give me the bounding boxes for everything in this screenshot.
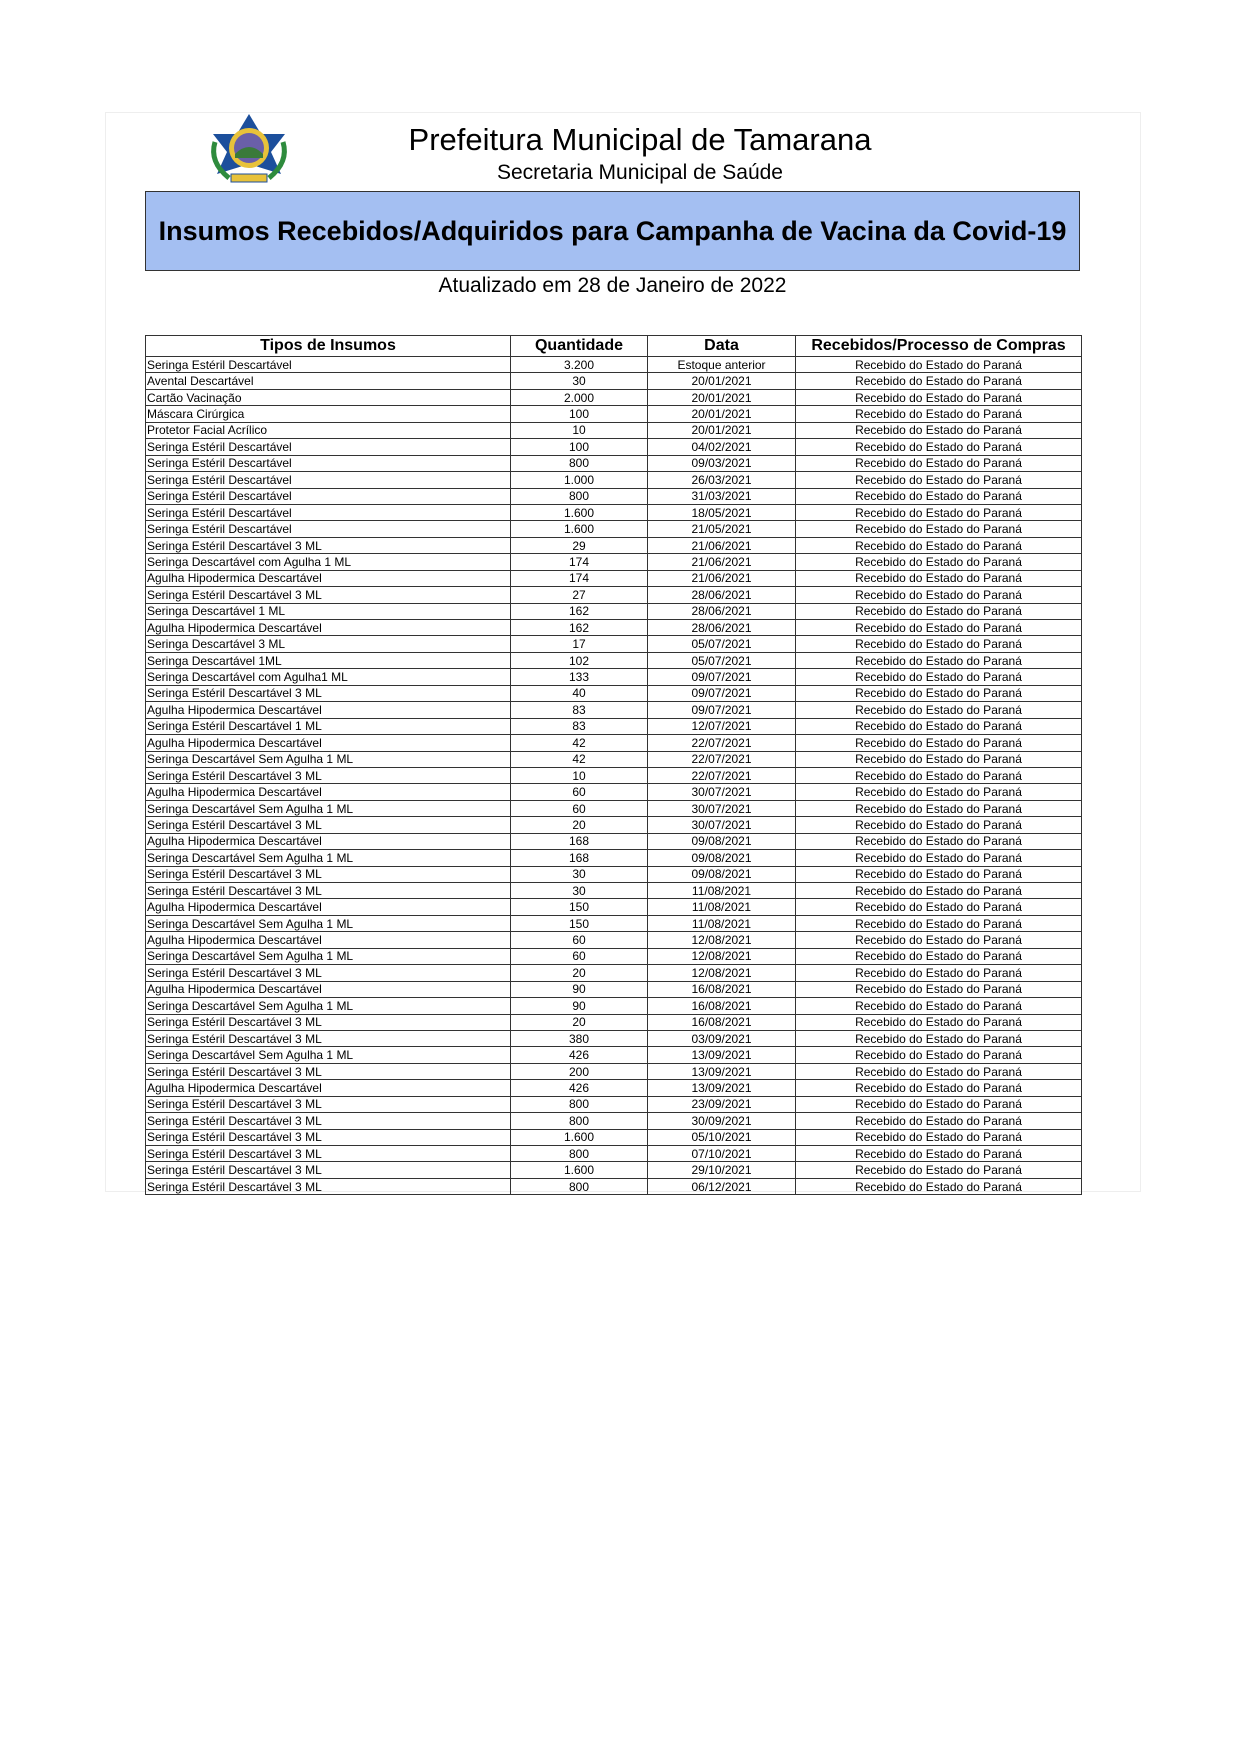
cell-date: 11/08/2021 [648, 899, 796, 915]
cell-type: Seringa Descartável Sem Agulha 1 ML [146, 948, 511, 964]
cell-quantity: 162 [511, 620, 648, 636]
cell-quantity: 60 [511, 800, 648, 816]
cell-source: Recebido do Estado do Paraná [796, 570, 1082, 586]
cell-date: 13/09/2021 [648, 1063, 796, 1079]
cell-source: Recebido do Estado do Paraná [796, 652, 1082, 668]
table-row [146, 1030, 1082, 1046]
cell-type: Seringa Estéril Descartável 3 ML [146, 685, 511, 701]
cell-quantity: 29 [511, 537, 648, 553]
table-row [146, 833, 1082, 849]
cell-quantity: 83 [511, 702, 648, 718]
cell-type: Seringa Estéril Descartável 3 ML [146, 866, 511, 882]
cell-date: 13/09/2021 [648, 1047, 796, 1063]
table-row [146, 439, 1082, 455]
cell-source: Recebido do Estado do Paraná [796, 488, 1082, 504]
cell-quantity: 90 [511, 998, 648, 1014]
cell-date: 09/07/2021 [648, 685, 796, 701]
cell-date: 23/09/2021 [648, 1096, 796, 1112]
cell-source: Recebido do Estado do Paraná [796, 685, 1082, 701]
cell-quantity: 800 [511, 1113, 648, 1129]
cell-type: Agulha Hipodermica Descartável [146, 620, 511, 636]
cell-source: Recebido do Estado do Paraná [796, 636, 1082, 652]
cell-source: Recebido do Estado do Paraná [796, 751, 1082, 767]
cell-type: Seringa Estéril Descartável 3 ML [146, 1162, 511, 1178]
cell-date: 05/10/2021 [648, 1129, 796, 1145]
cell-type: Seringa Estéril Descartável [146, 504, 511, 520]
cell-date: 05/07/2021 [648, 652, 796, 668]
cell-quantity: 1.600 [511, 1129, 648, 1145]
table-row [146, 1063, 1082, 1079]
cell-type: Seringa Descartável 1ML [146, 652, 511, 668]
cell-quantity: 102 [511, 652, 648, 668]
cell-quantity: 133 [511, 669, 648, 685]
cell-source: Recebido do Estado do Paraná [796, 718, 1082, 734]
cell-type: Agulha Hipodermica Descartável [146, 784, 511, 800]
cell-quantity: 1.000 [511, 472, 648, 488]
cell-type: Seringa Estéril Descartável 3 ML [146, 537, 511, 553]
cell-quantity: 30 [511, 866, 648, 882]
cell-type: Seringa Descartável 1 ML [146, 603, 511, 619]
cell-quantity: 174 [511, 554, 648, 570]
cell-type: Agulha Hipodermica Descartável [146, 570, 511, 586]
cell-date: 21/05/2021 [648, 521, 796, 537]
cell-date: 20/01/2021 [648, 422, 796, 438]
cell-quantity: 17 [511, 636, 648, 652]
cell-quantity: 27 [511, 587, 648, 603]
column-header-source: Recebidos/Processo de Compras [796, 336, 1082, 357]
cell-quantity: 800 [511, 1178, 648, 1194]
cell-type: Seringa Estéril Descartável 1 ML [146, 718, 511, 734]
cell-source: Recebido do Estado do Paraná [796, 1129, 1082, 1145]
cell-type: Seringa Estéril Descartável 3 ML [146, 965, 511, 981]
cell-source: Recebido do Estado do Paraná [796, 1014, 1082, 1030]
cell-source: Recebido do Estado do Paraná [796, 620, 1082, 636]
cell-source: Recebido do Estado do Paraná [796, 817, 1082, 833]
cell-source: Recebido do Estado do Paraná [796, 981, 1082, 997]
cell-source: Recebido do Estado do Paraná [796, 1030, 1082, 1046]
cell-source: Recebido do Estado do Paraná [796, 422, 1082, 438]
cell-date: 12/08/2021 [648, 932, 796, 948]
cell-quantity: 20 [511, 817, 648, 833]
table-row [146, 784, 1082, 800]
table-row [146, 685, 1082, 701]
cell-type: Seringa Estéril Descartável 3 ML [146, 1113, 511, 1129]
cell-quantity: 60 [511, 784, 648, 800]
table-row [146, 603, 1082, 619]
cell-type: Agulha Hipodermica Descartável [146, 702, 511, 718]
cell-source: Recebido do Estado do Paraná [796, 1178, 1082, 1194]
cell-source: Recebido do Estado do Paraná [796, 702, 1082, 718]
document-banner: Insumos Recebidos/Adquiridos para Campanha de Vacina da Covid-19 [145, 191, 1080, 271]
cell-source: Recebido do Estado do Paraná [796, 504, 1082, 520]
cell-quantity: 2.000 [511, 389, 648, 405]
cell-source: Recebido do Estado do Paraná [796, 833, 1082, 849]
table-row [146, 1162, 1082, 1178]
cell-source: Recebido do Estado do Paraná [796, 899, 1082, 915]
cell-type: Seringa Descartável Sem Agulha 1 ML [146, 1047, 511, 1063]
table-row [146, 981, 1082, 997]
cell-date: 22/07/2021 [648, 767, 796, 783]
table-row [146, 406, 1082, 422]
cell-quantity: 168 [511, 850, 648, 866]
cell-quantity: 1.600 [511, 504, 648, 520]
cell-type: Seringa Estéril Descartável 3 ML [146, 1030, 511, 1046]
table-row [146, 948, 1082, 964]
cell-source: Recebido do Estado do Paraná [796, 1047, 1082, 1063]
table-row [146, 1047, 1082, 1063]
table-row [146, 998, 1082, 1014]
table-row [146, 1014, 1082, 1030]
cell-quantity: 60 [511, 948, 648, 964]
cell-type: Avental Descartável [146, 373, 511, 389]
cell-type: Seringa Estéril Descartável 3 ML [146, 1146, 511, 1162]
cell-quantity: 1.600 [511, 1162, 648, 1178]
column-header-date: Data [648, 336, 796, 357]
cell-type: Seringa Estéril Descartável [146, 521, 511, 537]
table-row [146, 817, 1082, 833]
table-row [146, 1096, 1082, 1112]
table-row [146, 751, 1082, 767]
cell-type: Agulha Hipodermica Descartável [146, 1080, 511, 1096]
cell-date: 30/09/2021 [648, 1113, 796, 1129]
table-row [146, 620, 1082, 636]
cell-type: Seringa Estéril Descartável [146, 488, 511, 504]
cell-type: Agulha Hipodermica Descartável [146, 932, 511, 948]
cell-quantity: 3.200 [511, 357, 648, 373]
cell-date: 11/08/2021 [648, 915, 796, 931]
cell-quantity: 800 [511, 1096, 648, 1112]
cell-date: 16/08/2021 [648, 1014, 796, 1030]
cell-date: 05/07/2021 [648, 636, 796, 652]
cell-source: Recebido do Estado do Paraná [796, 850, 1082, 866]
cell-quantity: 100 [511, 406, 648, 422]
document-header [105, 112, 1141, 190]
cell-quantity: 426 [511, 1080, 648, 1096]
cell-date: 16/08/2021 [648, 981, 796, 997]
cell-source: Recebido do Estado do Paraná [796, 767, 1082, 783]
cell-source: Recebido do Estado do Paraná [796, 472, 1082, 488]
cell-source: Recebido do Estado do Paraná [796, 669, 1082, 685]
cell-type: Seringa Estéril Descartável [146, 439, 511, 455]
cell-type: Seringa Descartável Sem Agulha 1 ML [146, 915, 511, 931]
cell-date: 12/08/2021 [648, 948, 796, 964]
cell-source: Recebido do Estado do Paraná [796, 603, 1082, 619]
table-row [146, 570, 1082, 586]
cell-date: 13/09/2021 [648, 1080, 796, 1096]
cell-type: Seringa Estéril Descartável 3 ML [146, 1129, 511, 1145]
cell-type: Agulha Hipodermica Descartável [146, 981, 511, 997]
cell-date: 03/09/2021 [648, 1030, 796, 1046]
cell-date: 16/08/2021 [648, 998, 796, 1014]
cell-source: Recebido do Estado do Paraná [796, 521, 1082, 537]
cell-date: 21/06/2021 [648, 570, 796, 586]
cell-date: 20/01/2021 [648, 406, 796, 422]
cell-date: 18/05/2021 [648, 504, 796, 520]
table-row [146, 1146, 1082, 1162]
cell-quantity: 168 [511, 833, 648, 849]
table-row [146, 850, 1082, 866]
cell-source: Recebido do Estado do Paraná [796, 1096, 1082, 1112]
cell-quantity: 100 [511, 439, 648, 455]
cell-quantity: 20 [511, 965, 648, 981]
cell-source: Recebido do Estado do Paraná [796, 784, 1082, 800]
table-row [146, 899, 1082, 915]
cell-source: Recebido do Estado do Paraná [796, 998, 1082, 1014]
cell-source: Recebido do Estado do Paraná [796, 1162, 1082, 1178]
table-row [146, 965, 1082, 981]
table-row [146, 915, 1082, 931]
cell-quantity: 1.600 [511, 521, 648, 537]
cell-date: 28/06/2021 [648, 620, 796, 636]
cell-source: Recebido do Estado do Paraná [796, 1063, 1082, 1079]
table-row [146, 488, 1082, 504]
table-row [146, 537, 1082, 553]
table-row [146, 521, 1082, 537]
cell-quantity: 380 [511, 1030, 648, 1046]
cell-source: Recebido do Estado do Paraná [796, 965, 1082, 981]
cell-source: Recebido do Estado do Paraná [796, 455, 1082, 471]
cell-date: 09/08/2021 [648, 866, 796, 882]
cell-date: 11/08/2021 [648, 883, 796, 899]
table-row [146, 1129, 1082, 1145]
table-row [146, 504, 1082, 520]
cell-type: Protetor Facial Acrílico [146, 422, 511, 438]
column-header-type: Tipos de Insumos [146, 336, 511, 357]
cell-type: Seringa Descartável 3 ML [146, 636, 511, 652]
table-row [146, 422, 1082, 438]
cell-date: 22/07/2021 [648, 751, 796, 767]
table-row [146, 767, 1082, 783]
cell-quantity: 30 [511, 883, 648, 899]
cell-source: Recebido do Estado do Paraná [796, 948, 1082, 964]
cell-type: Agulha Hipodermica Descartável [146, 735, 511, 751]
cell-date: 29/10/2021 [648, 1162, 796, 1178]
cell-type: Seringa Descartável Sem Agulha 1 ML [146, 850, 511, 866]
cell-date: 09/07/2021 [648, 702, 796, 718]
cell-date: 30/07/2021 [648, 784, 796, 800]
updated-date: Atualizado em 28 de Janeiro de 2022 [438, 274, 787, 297]
cell-quantity: 83 [511, 718, 648, 734]
cell-type: Seringa Estéril Descartável 3 ML [146, 1096, 511, 1112]
cell-date: 20/01/2021 [648, 373, 796, 389]
cell-source: Recebido do Estado do Paraná [796, 537, 1082, 553]
cell-source: Recebido do Estado do Paraná [796, 800, 1082, 816]
cell-date: 09/03/2021 [648, 455, 796, 471]
table-row [146, 735, 1082, 751]
table-row [146, 389, 1082, 405]
cell-type: Seringa Descartável com Agulha 1 ML [146, 554, 511, 570]
table-row [146, 866, 1082, 882]
table-row [146, 1113, 1082, 1129]
cell-date: 20/01/2021 [648, 389, 796, 405]
cell-type: Agulha Hipodermica Descartável [146, 833, 511, 849]
cell-source: Recebido do Estado do Paraná [796, 1113, 1082, 1129]
cell-date: 31/03/2021 [648, 488, 796, 504]
cell-source: Recebido do Estado do Paraná [796, 587, 1082, 603]
cell-quantity: 200 [511, 1063, 648, 1079]
table-row [146, 1080, 1082, 1096]
table-row [146, 669, 1082, 685]
table-row [146, 1178, 1082, 1194]
cell-quantity: 800 [511, 455, 648, 471]
cell-type: Seringa Estéril Descartável 3 ML [146, 1063, 511, 1079]
cell-type: Cartão Vacinação [146, 389, 511, 405]
cell-date: 09/07/2021 [648, 669, 796, 685]
table-row [146, 702, 1082, 718]
cell-date: 06/12/2021 [648, 1178, 796, 1194]
cell-type: Seringa Estéril Descartável 3 ML [146, 1178, 511, 1194]
cell-date: 30/07/2021 [648, 800, 796, 816]
page-subtitle: Secretaria Municipal de Saúde [496, 161, 783, 184]
cell-source: Recebido do Estado do Paraná [796, 883, 1082, 899]
cell-source: Recebido do Estado do Paraná [796, 1080, 1082, 1096]
cell-source: Recebido do Estado do Paraná [796, 406, 1082, 422]
table-row [146, 373, 1082, 389]
cell-type: Seringa Estéril Descartável 3 ML [146, 883, 511, 899]
cell-date: 04/02/2021 [648, 439, 796, 455]
cell-quantity: 174 [511, 570, 648, 586]
cell-type: Máscara Cirúrgica [146, 406, 511, 422]
cell-date: Estoque anterior [648, 357, 796, 373]
cell-source: Recebido do Estado do Paraná [796, 373, 1082, 389]
cell-source: Recebido do Estado do Paraná [796, 389, 1082, 405]
table-row [146, 718, 1082, 734]
cell-quantity: 90 [511, 981, 648, 997]
cell-date: 09/08/2021 [648, 833, 796, 849]
cell-quantity: 20 [511, 1014, 648, 1030]
table-row [146, 455, 1082, 471]
cell-date: 12/07/2021 [648, 718, 796, 734]
cell-date: 26/03/2021 [648, 472, 796, 488]
cell-quantity: 10 [511, 422, 648, 438]
cell-source: Recebido do Estado do Paraná [796, 554, 1082, 570]
cell-type: Seringa Estéril Descartável 3 ML [146, 817, 511, 833]
cell-source: Recebido do Estado do Paraná [796, 1146, 1082, 1162]
table-row [146, 800, 1082, 816]
cell-date: 09/08/2021 [648, 850, 796, 866]
cell-type: Seringa Estéril Descartável 3 ML [146, 587, 511, 603]
cell-quantity: 42 [511, 735, 648, 751]
cell-date: 28/06/2021 [648, 603, 796, 619]
supplies-table [145, 335, 1082, 1195]
cell-date: 22/07/2021 [648, 735, 796, 751]
cell-date: 12/08/2021 [648, 965, 796, 981]
cell-quantity: 162 [511, 603, 648, 619]
cell-type: Seringa Descartável Sem Agulha 1 ML [146, 800, 511, 816]
cell-date: 30/07/2021 [648, 817, 796, 833]
table-row [146, 587, 1082, 603]
cell-type: Seringa Estéril Descartável 3 ML [146, 1014, 511, 1030]
column-header-quantity: Quantidade [511, 336, 648, 357]
cell-quantity: 150 [511, 915, 648, 931]
cell-quantity: 60 [511, 932, 648, 948]
cell-source: Recebido do Estado do Paraná [796, 357, 1082, 373]
cell-quantity: 150 [511, 899, 648, 915]
cell-type: Seringa Estéril Descartável [146, 455, 511, 471]
cell-quantity: 426 [511, 1047, 648, 1063]
cell-quantity: 40 [511, 685, 648, 701]
table-row [146, 357, 1082, 373]
cell-source: Recebido do Estado do Paraná [796, 866, 1082, 882]
cell-quantity: 800 [511, 488, 648, 504]
table-row [146, 472, 1082, 488]
cell-source: Recebido do Estado do Paraná [796, 735, 1082, 751]
table-row [146, 932, 1082, 948]
cell-quantity: 30 [511, 373, 648, 389]
cell-source: Recebido do Estado do Paraná [796, 915, 1082, 931]
cell-source: Recebido do Estado do Paraná [796, 439, 1082, 455]
cell-date: 21/06/2021 [648, 537, 796, 553]
table-row [146, 652, 1082, 668]
cell-type: Seringa Estéril Descartável [146, 357, 511, 373]
cell-quantity: 10 [511, 767, 648, 783]
cell-type: Seringa Estéril Descartável 3 ML [146, 767, 511, 783]
page-title: Prefeitura Municipal de Tamarana [408, 122, 872, 157]
cell-quantity: 800 [511, 1146, 648, 1162]
table-header-row [146, 336, 1082, 357]
cell-type: Agulha Hipodermica Descartável [146, 899, 511, 915]
cell-type: Seringa Descartável Sem Agulha 1 ML [146, 998, 511, 1014]
cell-quantity: 42 [511, 751, 648, 767]
cell-date: 28/06/2021 [648, 587, 796, 603]
cell-date: 21/06/2021 [648, 554, 796, 570]
cell-source: Recebido do Estado do Paraná [796, 932, 1082, 948]
table-row [146, 636, 1082, 652]
table-row [146, 554, 1082, 570]
table-row [146, 883, 1082, 899]
cell-date: 07/10/2021 [648, 1146, 796, 1162]
cell-type: Seringa Descartável Sem Agulha 1 ML [146, 751, 511, 767]
cell-type: Seringa Descartável com Agulha1 ML [146, 669, 511, 685]
cell-type: Seringa Estéril Descartável [146, 472, 511, 488]
